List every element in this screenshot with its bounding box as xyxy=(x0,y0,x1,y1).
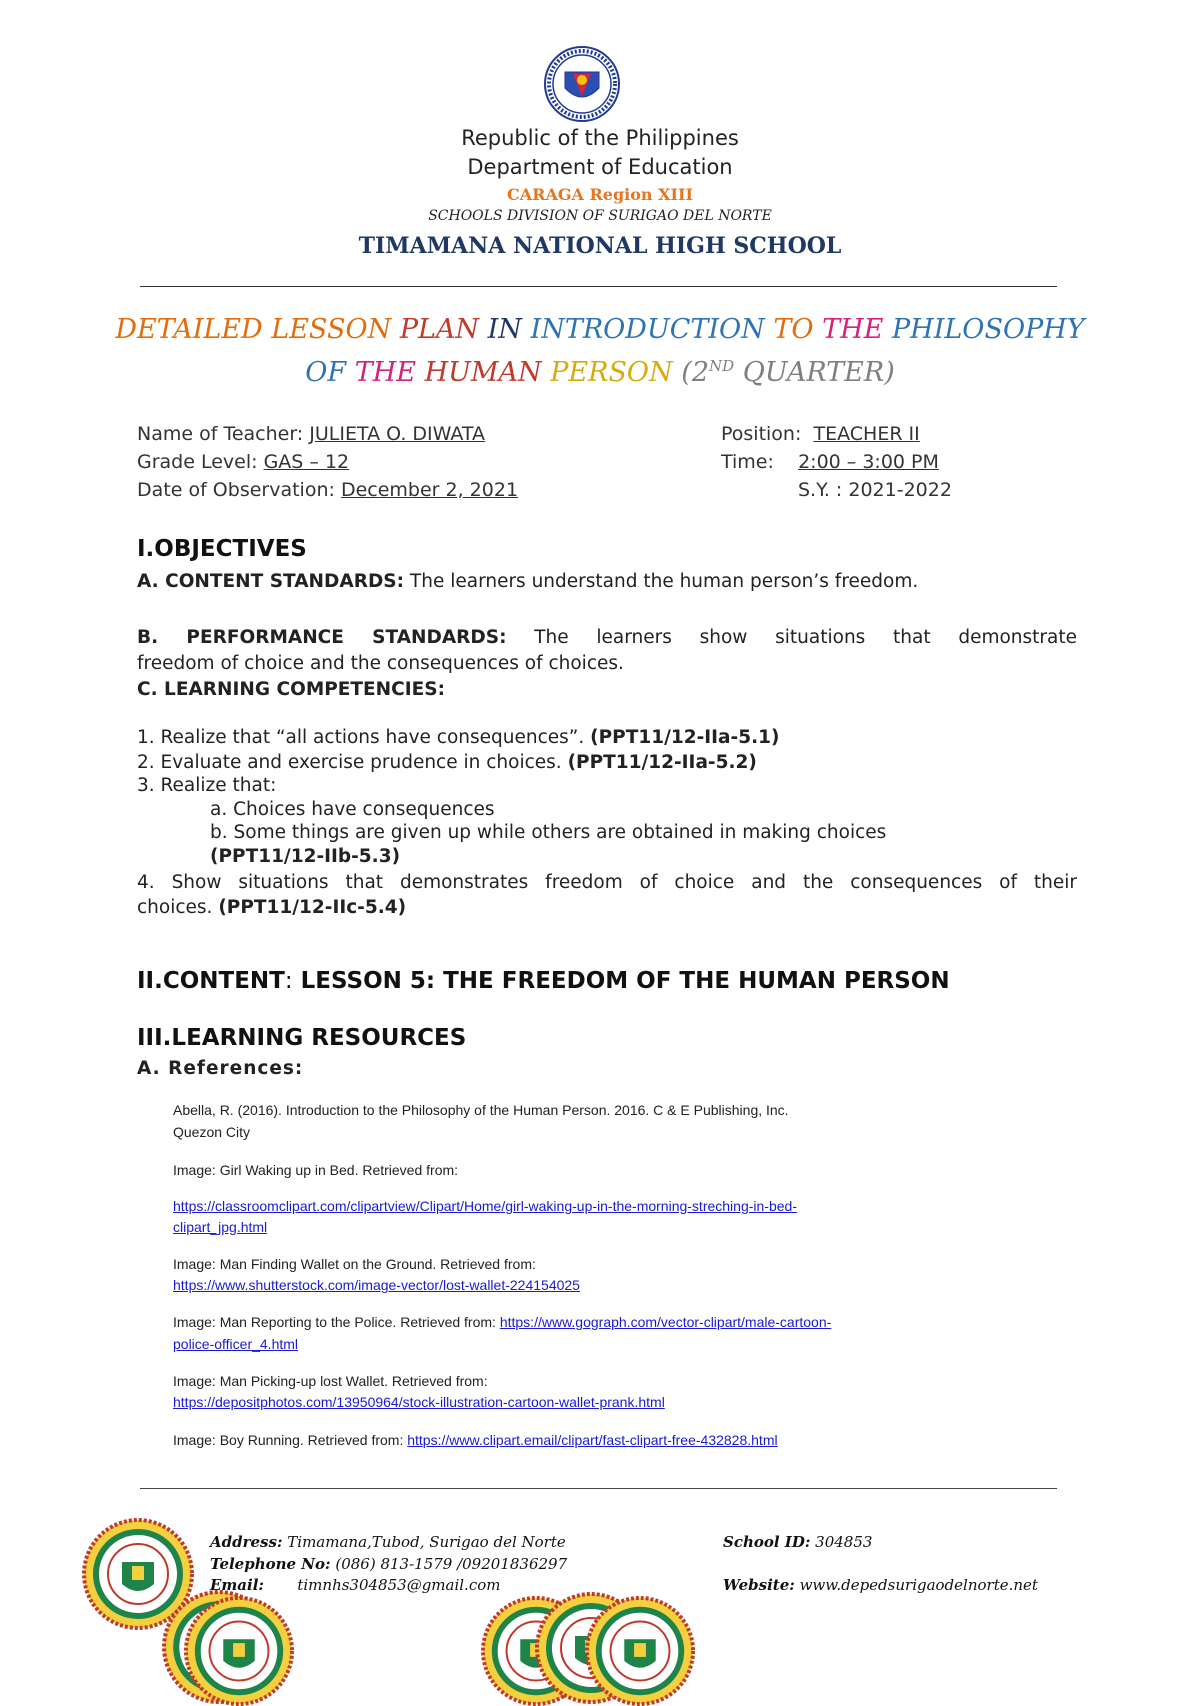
title-word: QUARTER) xyxy=(742,357,895,388)
email-label: Email: xyxy=(210,1576,264,1594)
department-line: Department of Education xyxy=(467,155,733,179)
image-ref-3 xyxy=(173,1314,831,1330)
date-label: Date of Observation: xyxy=(137,479,335,501)
footer-school-id xyxy=(723,1533,872,1551)
objectives-heading: I.OBJECTIVES xyxy=(137,536,307,562)
header-divider xyxy=(140,286,1057,287)
competency-1 xyxy=(137,727,779,748)
date-value: December 2, 2021 xyxy=(340,479,519,501)
grade-row xyxy=(137,451,349,473)
title-word: INTRODUCTION xyxy=(530,314,765,345)
footer-telephone xyxy=(210,1555,567,1573)
reference-book-line-2: Quezon City xyxy=(173,1124,251,1140)
image-ref-1: Image: Girl Waking up in Bed. Retrieved from: xyxy=(173,1162,459,1178)
school-seal-icon xyxy=(585,1596,695,1706)
learning-competencies-label: C. LEARNING COMPETENCIES: xyxy=(137,679,445,700)
school-year: S.Y. : 2021-2022 xyxy=(798,479,952,501)
performance-standards-line-1 xyxy=(137,627,1077,648)
image-ref-4: Image: Man Picking-up lost Wallet. Retrieved from: xyxy=(173,1373,488,1389)
time-label: Time: xyxy=(721,451,774,473)
competency-4-line-2 xyxy=(137,897,406,918)
teacher-name: JULIETA O. DIWATA xyxy=(309,423,486,445)
performance-standards-label: B. PERFORMANCE STANDARDS: xyxy=(137,627,507,648)
position-label: Position: xyxy=(721,423,802,445)
address-value: Timamana,Tubod, Surigao del Norte xyxy=(287,1533,566,1551)
competency-4-code: (PPT11/12-IIc-5.4) xyxy=(218,897,407,918)
competency-2-code: (PPT11/12-IIa-5.2) xyxy=(567,752,757,773)
content-standards-text: The learners understand the human person’s freedom. xyxy=(409,571,919,592)
grade-value: GAS – 12 xyxy=(263,451,350,473)
competency-3b: b. Some things are given up while others are obtained in making choices xyxy=(210,822,887,843)
title-word: THE xyxy=(354,357,416,388)
teacher-label: Name of Teacher: xyxy=(137,423,304,445)
content-heading-colon: : xyxy=(284,968,293,994)
title-word: TO xyxy=(773,314,814,345)
telephone-label: Telephone No: xyxy=(210,1555,331,1573)
division-line: SCHOOLS DIVISION OF SURIGAO DEL NORTE xyxy=(428,208,772,224)
image-ref-1-link-cont[interactable]: clipart_jpg.html xyxy=(173,1219,268,1235)
reference-book-line-1: Abella, R. (2016). Introduction to the Philosophy of the Human Person. 2016. C & E Publishing, Inc. xyxy=(173,1102,789,1118)
competency-3a: a. Choices have consequences xyxy=(210,799,495,820)
region-line: CARAGA Region XIII xyxy=(507,185,693,204)
title-word: (2 xyxy=(681,357,710,388)
image-ref-1-link[interactable]: https://classroomclipart.com/clipartview/Clipart/Home/girl-waking-up-in-the-morning-streching-in-bed- xyxy=(173,1198,797,1214)
school-seal-icon xyxy=(184,1596,294,1706)
performance-standards-line-2: freedom of choice and the consequences of choices. xyxy=(137,653,624,674)
time-value: 2:00 – 3:00 PM xyxy=(798,451,939,473)
footer-divider xyxy=(140,1488,1057,1489)
references-label: A. References: xyxy=(137,1058,304,1079)
title-word xyxy=(681,357,734,388)
title-word: PERSON xyxy=(550,357,673,388)
lesson-plan-title-line-2 xyxy=(0,357,1200,388)
title-word: PLAN xyxy=(399,314,480,345)
competency-4-line-1: 4. Show situations that demonstrates freedom of choice and the consequences of their xyxy=(137,872,1077,893)
image-ref-3-text: Image: Man Reporting to the Police. Retrieved from: xyxy=(173,1314,496,1330)
competency-2 xyxy=(137,752,757,773)
teacher-row xyxy=(137,423,485,445)
address-label: Address: xyxy=(210,1533,283,1551)
competency-3-code: (PPT11/12-IIb-5.3) xyxy=(210,846,401,867)
learning-resources-heading: III.LEARNING RESOURCES xyxy=(137,1025,467,1051)
content-standards-label: A. CONTENT STANDARDS: xyxy=(137,571,405,592)
image-ref-3-link[interactable]: https://www.gograph.com/vector-clipart/male-cartoon- xyxy=(499,1314,832,1330)
title-word: OF xyxy=(305,357,347,388)
performance-standards-text: The learners show situations that demonstrate xyxy=(534,627,1077,648)
website-value: www.depedsurigaodelnorte.net xyxy=(799,1576,1038,1594)
title-word: IN xyxy=(487,314,522,345)
school-id-value: 304853 xyxy=(815,1533,873,1551)
grade-label: Grade Level: xyxy=(137,451,258,473)
position-value: TEACHER II xyxy=(813,423,920,445)
lesson-plan-title-line-1 xyxy=(0,314,1200,345)
footer-email xyxy=(210,1576,500,1594)
website-label: Website: xyxy=(723,1576,795,1594)
image-ref-5 xyxy=(173,1432,778,1448)
content-heading xyxy=(137,968,950,994)
republic-line: Republic of the Philippines xyxy=(461,126,739,150)
competency-2-text: 2. Evaluate and exercise prudence in choices. xyxy=(137,752,562,773)
title-superscript: ND xyxy=(709,357,735,375)
deped-seal-icon xyxy=(537,44,627,124)
telephone-value: (086) 813-1579 /09201836297 xyxy=(335,1555,568,1573)
school-name: TIMAMANA NATIONAL HIGH SCHOOL xyxy=(358,233,842,259)
image-ref-3-link-cont[interactable]: police-officer_4.html xyxy=(173,1336,299,1352)
lesson-title: LESSON 5: THE FREEDOM OF THE HUMAN PERSON xyxy=(300,968,950,994)
competency-3: 3. Realize that: xyxy=(137,775,277,796)
competency-1-code: (PPT11/12-IIa-5.1) xyxy=(590,727,780,748)
image-ref-2: Image: Man Finding Wallet on the Ground. Retrieved from: xyxy=(173,1256,536,1272)
title-word: THE xyxy=(822,314,884,345)
image-ref-5-link[interactable]: https://www.clipart.email/clipart/fast-clipart-free-432828.html xyxy=(407,1432,778,1448)
email-value: timnhs304853@gmail.com xyxy=(297,1576,501,1594)
date-row xyxy=(137,479,518,501)
content-standards xyxy=(137,571,918,592)
title-word: LESSON xyxy=(271,314,392,345)
position-row xyxy=(721,423,920,445)
title-word: DETAILED xyxy=(115,314,263,345)
title-word: PHILOSOPHY xyxy=(892,314,1085,345)
image-ref-2-link[interactable]: https://www.shutterstock.com/image-vector/lost-wallet-224154025 xyxy=(173,1277,580,1293)
image-ref-4-link[interactable]: https://depositphotos.com/13950964/stock-illustration-cartoon-wallet-prank.html xyxy=(173,1394,665,1410)
footer-address xyxy=(210,1533,566,1551)
title-word: HUMAN xyxy=(424,357,542,388)
footer-website xyxy=(723,1576,1038,1594)
content-heading-label: II.CONTENT xyxy=(137,968,285,994)
competency-1-text: 1. Realize that “all actions have consequences”. xyxy=(137,727,585,748)
image-ref-5-text: Image: Boy Running. Retrieved from: xyxy=(173,1432,404,1448)
time-row xyxy=(721,451,939,473)
competency-4-text: choices. xyxy=(137,897,213,918)
school-id-label: School ID: xyxy=(723,1533,811,1551)
